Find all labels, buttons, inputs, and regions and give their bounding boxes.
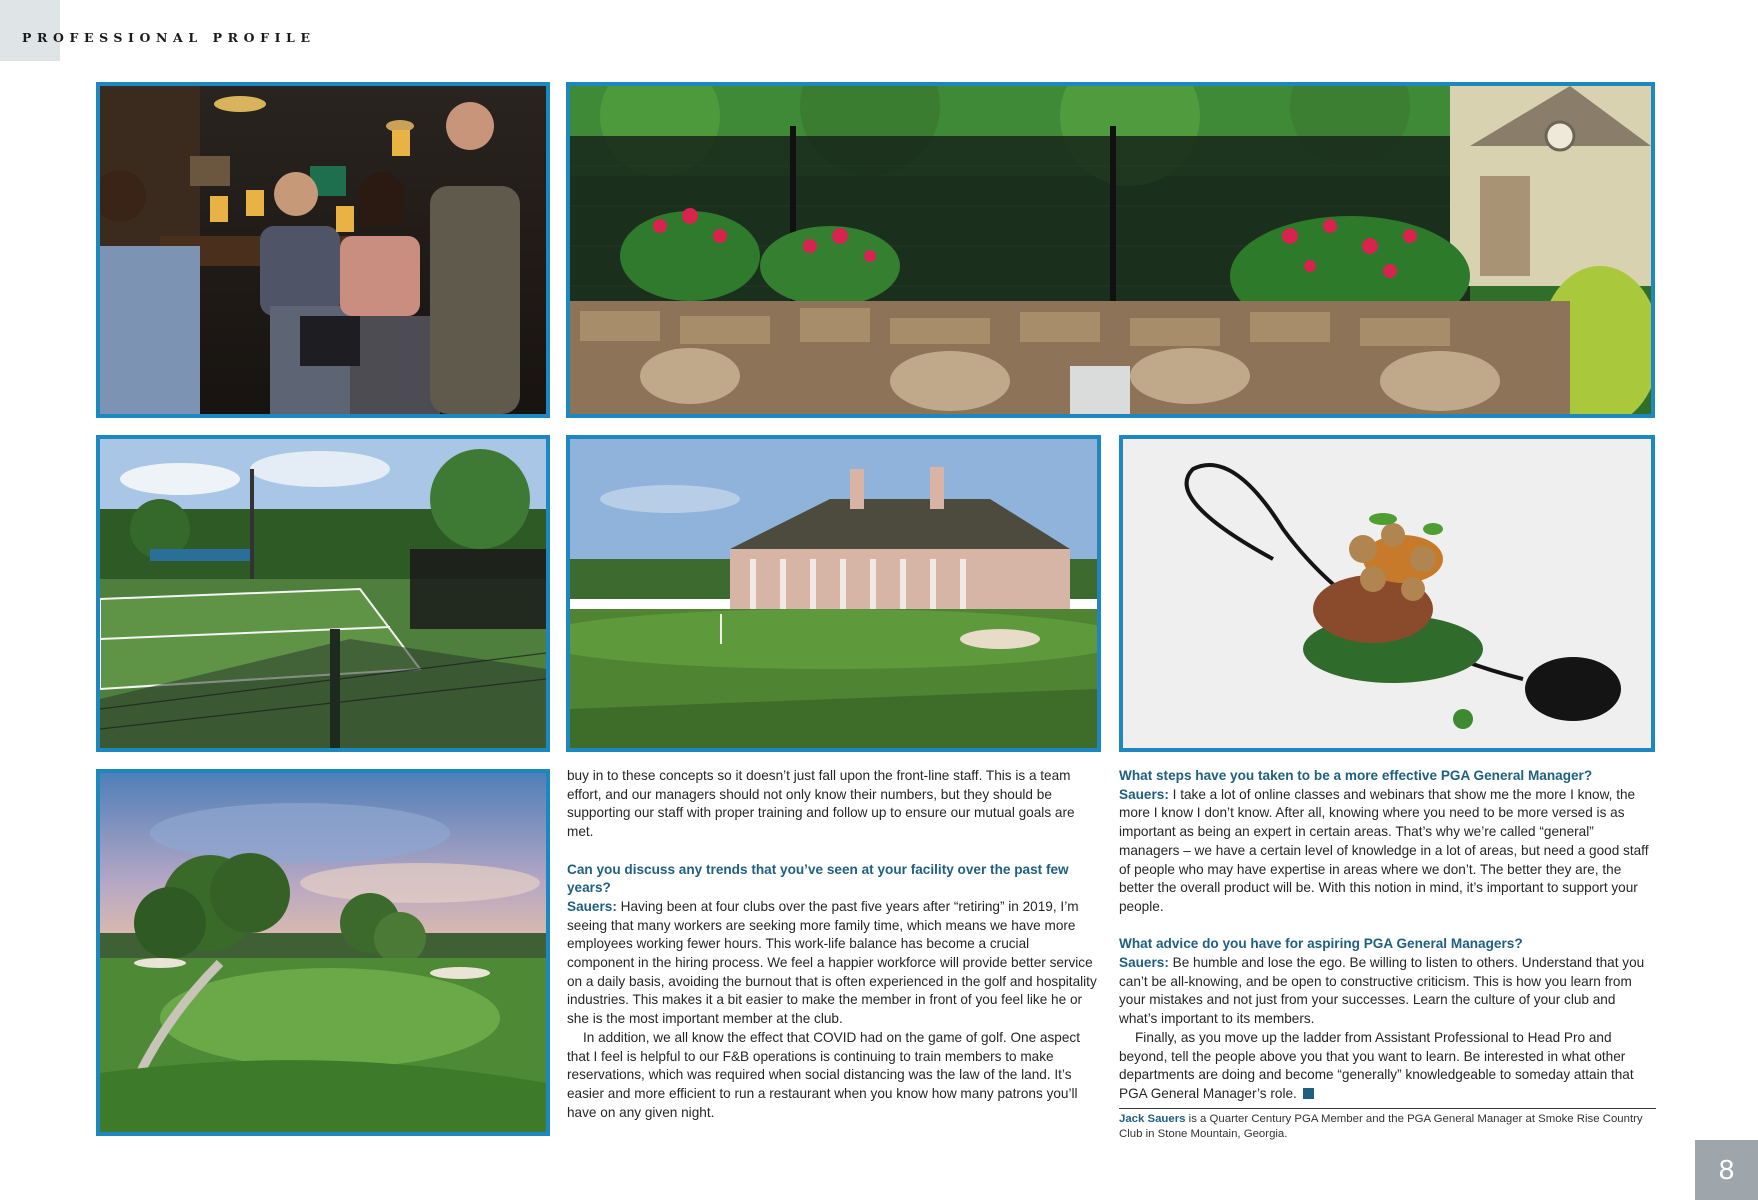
answer-trends: [567, 898, 1100, 1029]
question-trends: Can you discuss any trends that you’ve seen at your facility over the past few years?: [567, 861, 1069, 896]
answer-effective-gm-text: I take a lot of online classes and webinars that show me the more I know, the more I know I don’t know. After all, knowing where you need to be more versed is as important as being an expert in certain areas. That’s why we’re called “general” managers – we have a certain level of knowledge in a lot of areas, but need a good staff of people who may have expertise in areas where we don’t. The better they are, the better the overall product will be. With this notion in mind, it’s important to support your people.: [1119, 786, 1649, 914]
answer-effective-gm: [1119, 786, 1656, 917]
author-bio: [1119, 1108, 1656, 1142]
bio-name: Jack Sauers: [1119, 1112, 1186, 1125]
photo-plated-dish: [1119, 435, 1655, 752]
question-advice: What advice do you have for aspiring PGA General Managers?: [1119, 936, 1523, 952]
photo-garden-waterfall: [566, 82, 1655, 418]
speaker-label: Sauers:: [567, 898, 617, 914]
photo-clubhouse: [566, 435, 1101, 752]
answer-trends-text: Having been at four clubs over the past five years after “retiring” in 2019, I’m seeing that many workers are seeking more family time, which means we have more employees working fewer hours. This work-life balance has become a crucial component in the hiring process. We feel a happier workforce will provide better service on a daily basis, avoiding the burnout that is often experienced in the golf and hospitality industries. This makes it a bit easier to make the member in front of you feel like he or she is the most important member at the club.: [567, 898, 1097, 1027]
page-number: 8: [1695, 1140, 1758, 1200]
question-effective-gm: What steps have you taken to be a more effective PGA General Manager?: [1119, 768, 1593, 783]
answer-advice-cont: [1119, 1029, 1656, 1104]
end-of-article-mark: [1303, 1088, 1314, 1099]
article-column-middle: [567, 767, 1100, 1122]
photo-tennis-courts: [96, 435, 550, 752]
speaker-label: Sauers:: [1119, 955, 1169, 971]
speaker-label: Sauers:: [1119, 786, 1169, 802]
photo-bar-patrons: [96, 82, 550, 418]
paragraph-continuation: buy in to these concepts so it doesn’t just fall upon the front-line staff. This is a team effort, and our managers should not only know their numbers, but they should be supporting our staff with proper training and follow up to ensure our mutual goals are met.: [567, 768, 1075, 840]
answer-advice-cont-text: Finally, as you move up the ladder from Assistant Professional to Head Pro and beyond, tell the people above you that you want to learn. Be interested in what other departments are doing and become “generally” knowledgeable to someday attain that PGA General Manager’s role.: [1119, 1029, 1634, 1101]
article-column-right: [1119, 767, 1656, 1142]
answer-trends-cont: In addition, we all know the effect that COVID had on the game of golf. One aspect that I feel is helpful to our F&B operations is continuing to train members to make reservations, which was required when social distancing was the law of the land. It’s easier and more efficient to run a restaurant when you know how many patrons you’ll have on any given night.: [567, 1029, 1080, 1120]
answer-advice-text: Be humble and lose the ego. Be willing to listen to others. Understand that you can’t be all-knowing, and be open to constructive criticism. This is how you learn from your mistakes and not just from your successes. Learn the culture of your club and what’s important to its members.: [1119, 955, 1645, 1027]
section-label: PROFESSIONAL PROFILE: [22, 30, 316, 45]
bio-text: is a Quarter Century PGA Member and the PGA General Manager at Smoke Rise Country Club in Stone Mountain, Georgia.: [1119, 1112, 1643, 1140]
photo-golf-course: [96, 769, 550, 1136]
answer-advice: [1119, 954, 1656, 1029]
